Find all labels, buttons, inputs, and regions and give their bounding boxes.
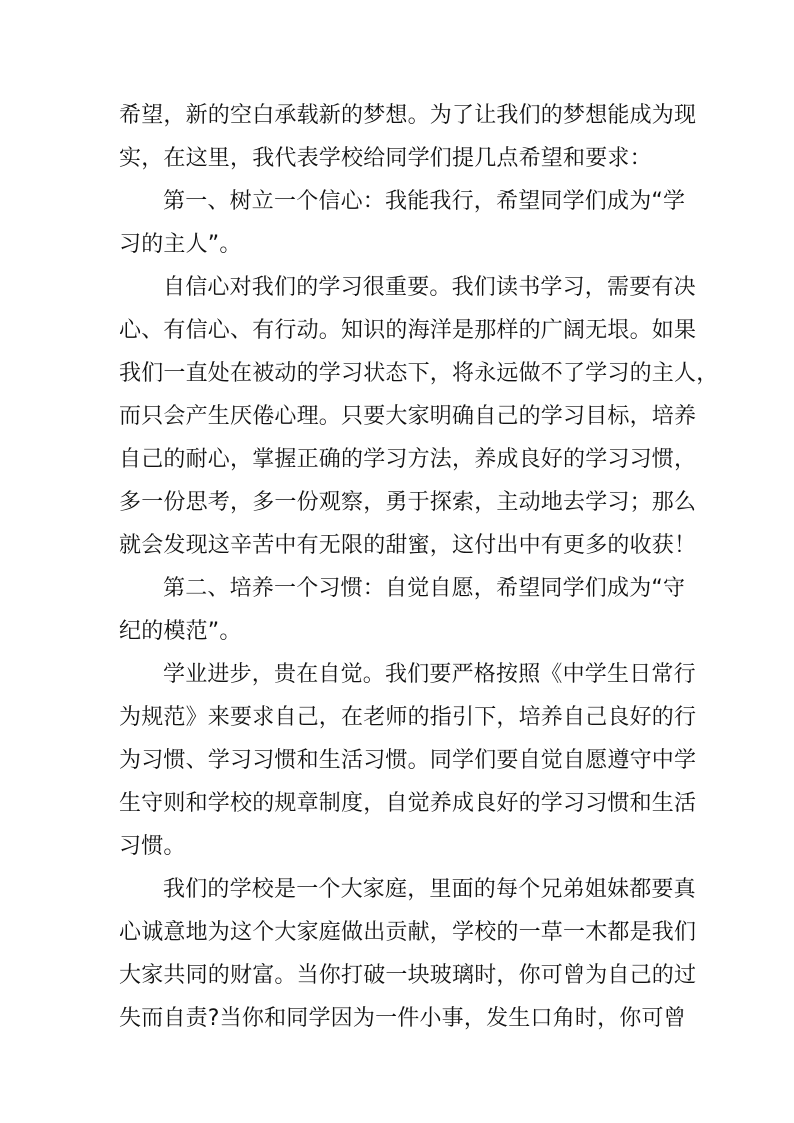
text-line-8: 而只会产生厌倦心理。只要大家明确自己的学习目标，培养 <box>119 404 697 429</box>
text-line-22: 失而自责?当你和同学因为一件小事，发生口角时，你可曾 <box>119 1006 686 1031</box>
text-line-5: 自信心对我们的学习很重要。我们读书学习，需要有决 <box>163 275 696 300</box>
text-line-15: 为规范》来要求自己，在老师的指引下，培养自己良好的行 <box>119 705 697 730</box>
text-line-20: 心诚意地为这个大家庭做出贡献，学校的一草一木都是我们 <box>119 920 697 945</box>
text-line-3: 第一、树立一个信心：我能我行，希望同学们成为“学 <box>163 189 686 214</box>
text-line-9: 自己的耐心，掌握正确的学习方法，养成良好的学习习惯， <box>119 447 697 472</box>
text-line-19: 我们的学校是一个大家庭，里面的每个兄弟姐妹都要真 <box>163 877 696 902</box>
text-line-6: 心、有信心、有行动。知识的海洋是那样的广阔无垠。如果 <box>119 318 697 343</box>
text-line-10: 多一份思考，多一份观察，勇于探索，主动地去学习；那么 <box>119 490 697 515</box>
text-line-18: 习惯。 <box>119 834 186 859</box>
text-line-17: 生守则和学校的规章制度，自觉养成良好的学习习惯和生活 <box>119 791 697 816</box>
text-line-12: 第二、培养一个习惯：自觉自愿，希望同学们成为“守 <box>163 576 686 601</box>
text-line-4: 习的主人”。 <box>119 232 242 257</box>
text-line-16: 为习惯、学习习惯和生活习惯。同学们要自觉自愿遵守中学 <box>119 748 697 773</box>
text-line-2: 实，在这里，我代表学校给同学们提几点希望和要求： <box>119 146 652 171</box>
text-line-7: 我们一直处在被动的学习状态下，将永远做不了学习的主人， <box>119 361 719 386</box>
text-line-14: 学业进步，贵在自觉。我们要严格按照《中学生日常行 <box>163 662 696 687</box>
text-line-21: 大家共同的财富。当你打破一块玻璃时，你可曾为自己的过 <box>119 963 697 988</box>
text-line-1: 希望，新的空白承载新的梦想。为了让我们的梦想能成为现 <box>119 103 697 128</box>
text-line-11: 就会发现这辛苦中有无限的甜蜜，这付出中有更多的收获！ <box>119 533 697 558</box>
text-line-13: 纪的模范”。 <box>119 619 242 644</box>
